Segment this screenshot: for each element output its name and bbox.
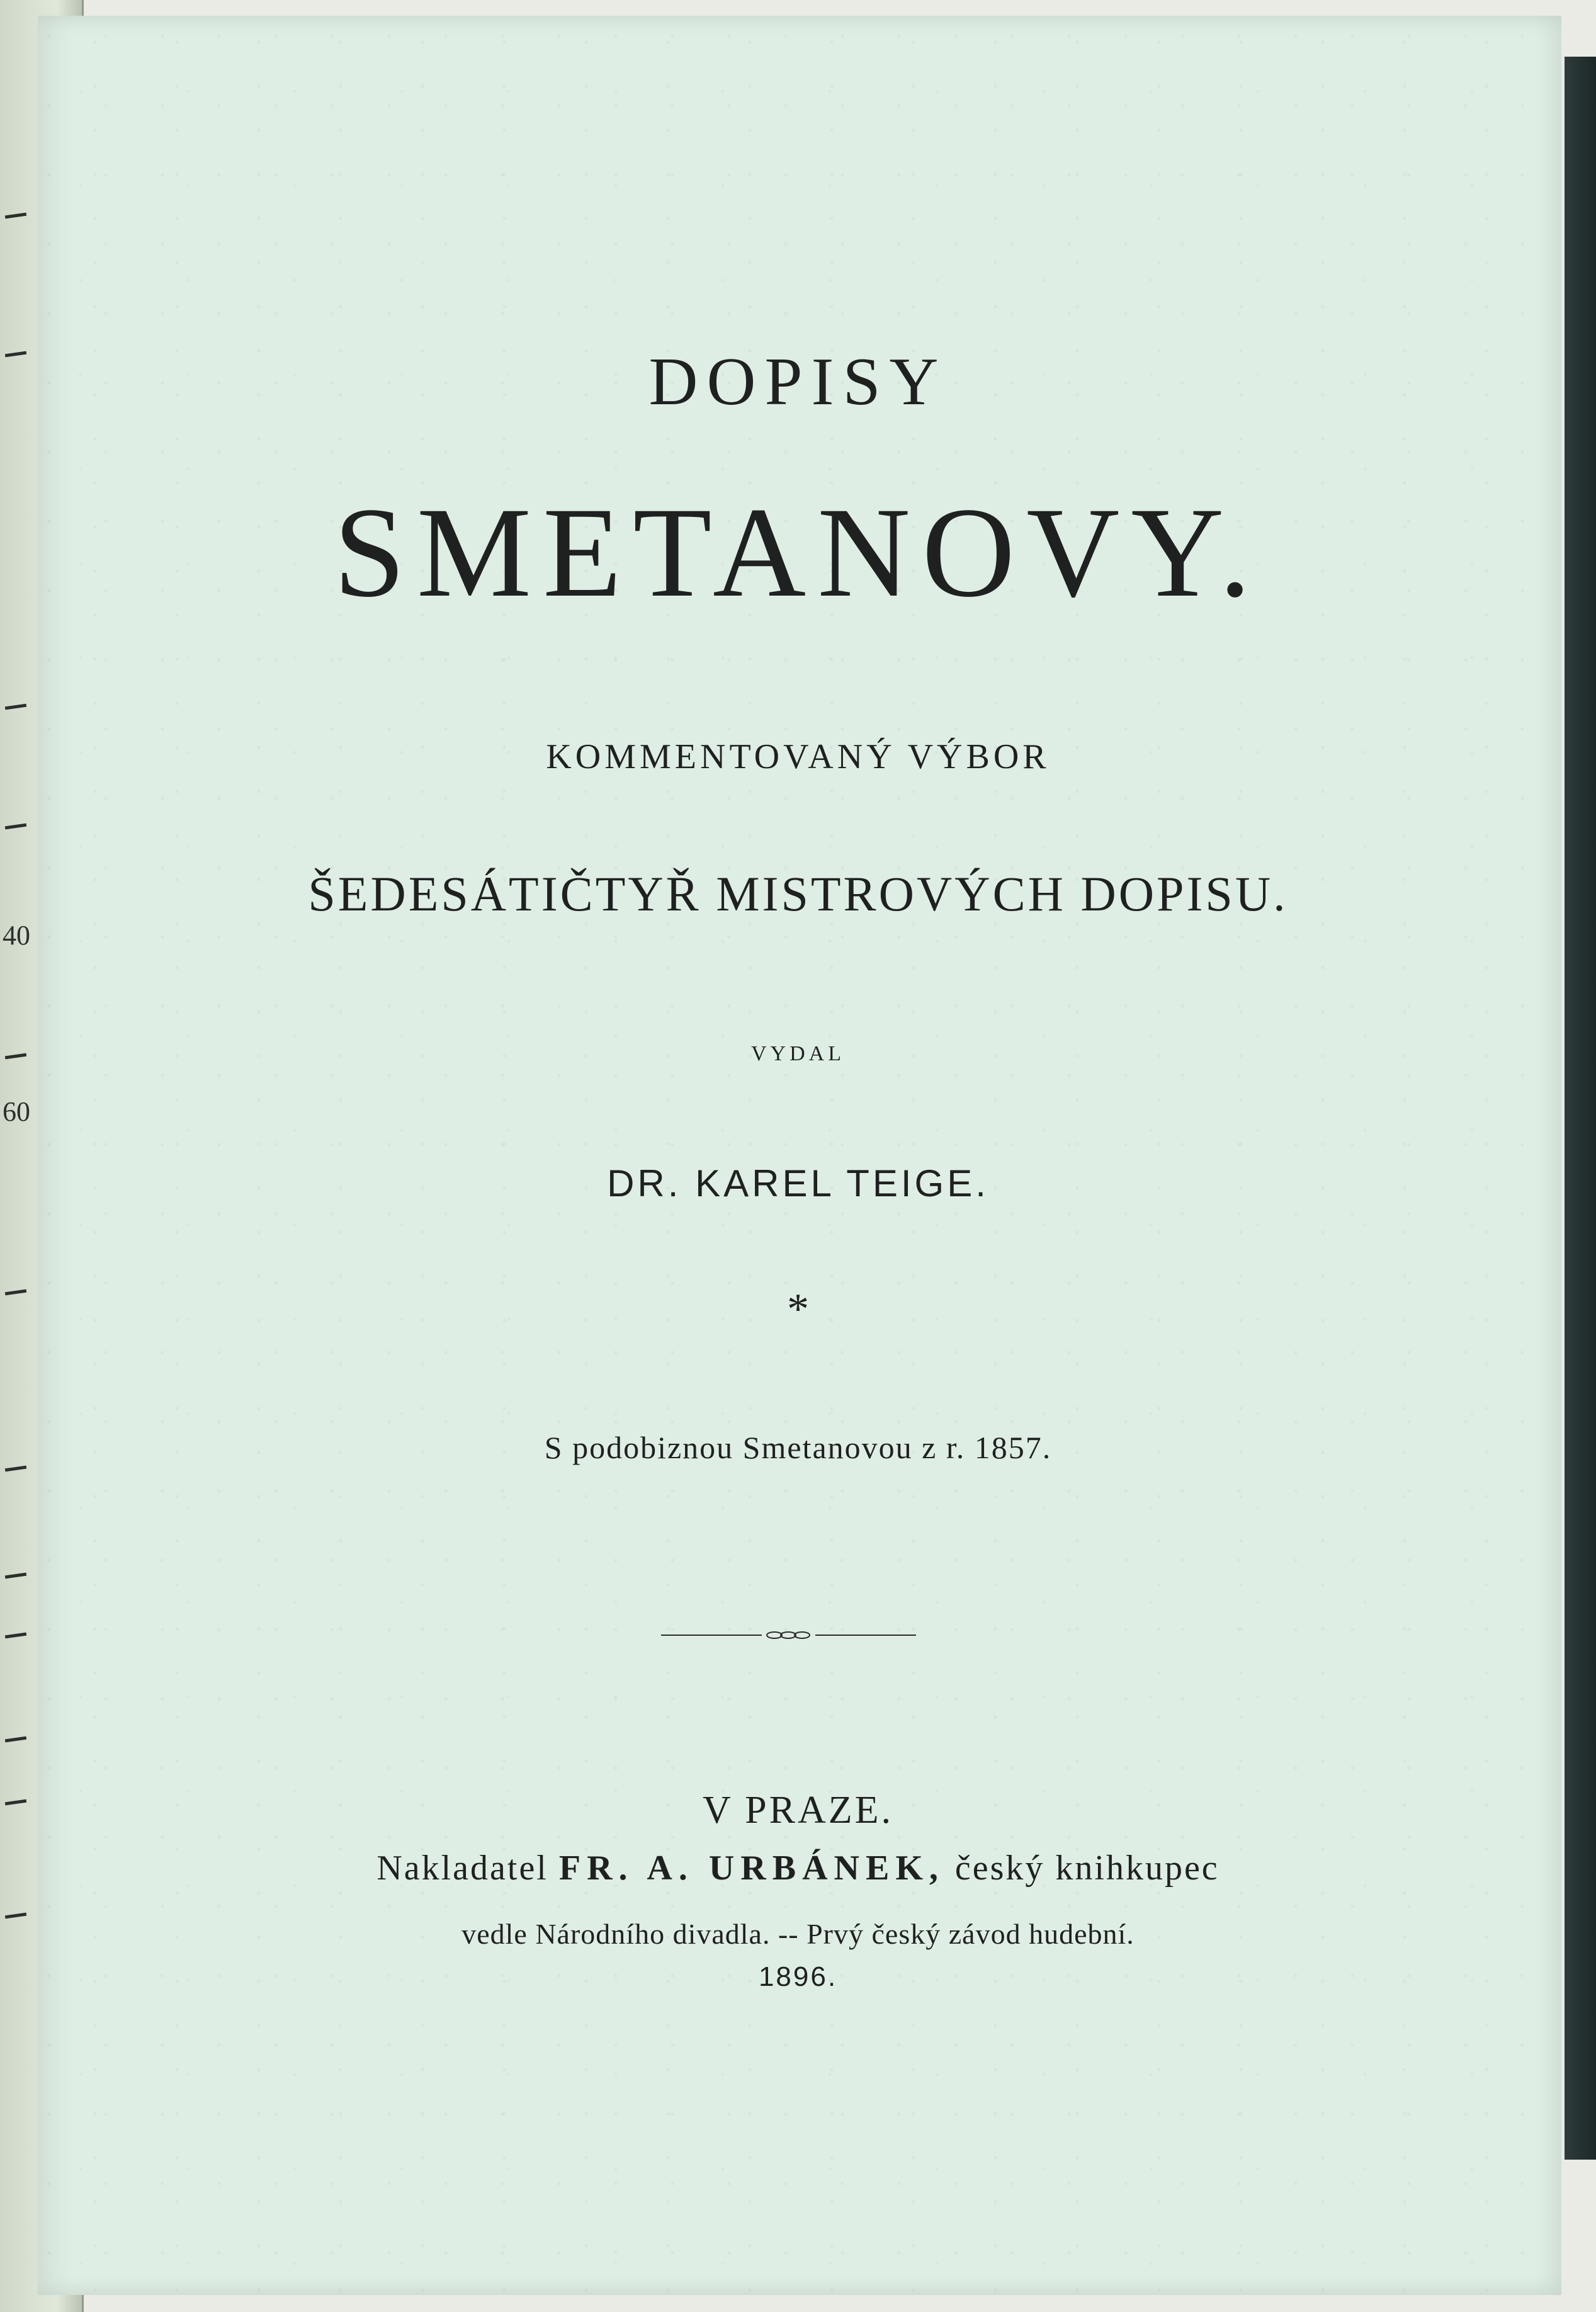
author-name: DR. KAREL TEIGE. — [607, 1162, 989, 1204]
page-number: 60 — [3, 1096, 30, 1127]
portrait-note: S podobiznou Smetanovou z r. 1857. — [544, 1430, 1052, 1465]
page-mark — [5, 824, 26, 830]
editor-label: VYDAL — [751, 1042, 845, 1065]
page-mark — [5, 213, 26, 219]
subtitle-line-1: KOMMENTOVANÝ VÝBOR — [546, 737, 1050, 776]
title-line-1: DOPISY — [648, 344, 948, 419]
page-mark — [5, 1737, 26, 1743]
publisher-prefix: Nakladatel — [376, 1849, 548, 1888]
subtitle-line-2: ŠEDESÁTIČTYŘ MISTROVÝCH DOPISU. — [308, 866, 1288, 921]
asterisk-ornament: * — [787, 1285, 809, 1334]
publication-place: V PRAZE. — [702, 1789, 893, 1832]
page-mark — [5, 704, 26, 710]
publisher-line — [0, 1848, 1596, 1888]
title-line-2: SMETANOVY. — [333, 481, 1263, 624]
page-mark — [5, 1573, 26, 1579]
publisher-address: vedle Národního divadla. -- Prvý český závod hudební. — [461, 1918, 1135, 1950]
publication-year: 1896. — [758, 1961, 838, 1992]
publisher-suffix: český knihkupec — [954, 1849, 1220, 1888]
publisher-name: FR. A. URBÁNEK, — [558, 1849, 944, 1888]
page-number: 40 — [3, 920, 30, 951]
divider-ornament — [661, 1631, 916, 1640]
page-mark — [5, 1466, 26, 1472]
page-mark — [5, 1633, 26, 1639]
